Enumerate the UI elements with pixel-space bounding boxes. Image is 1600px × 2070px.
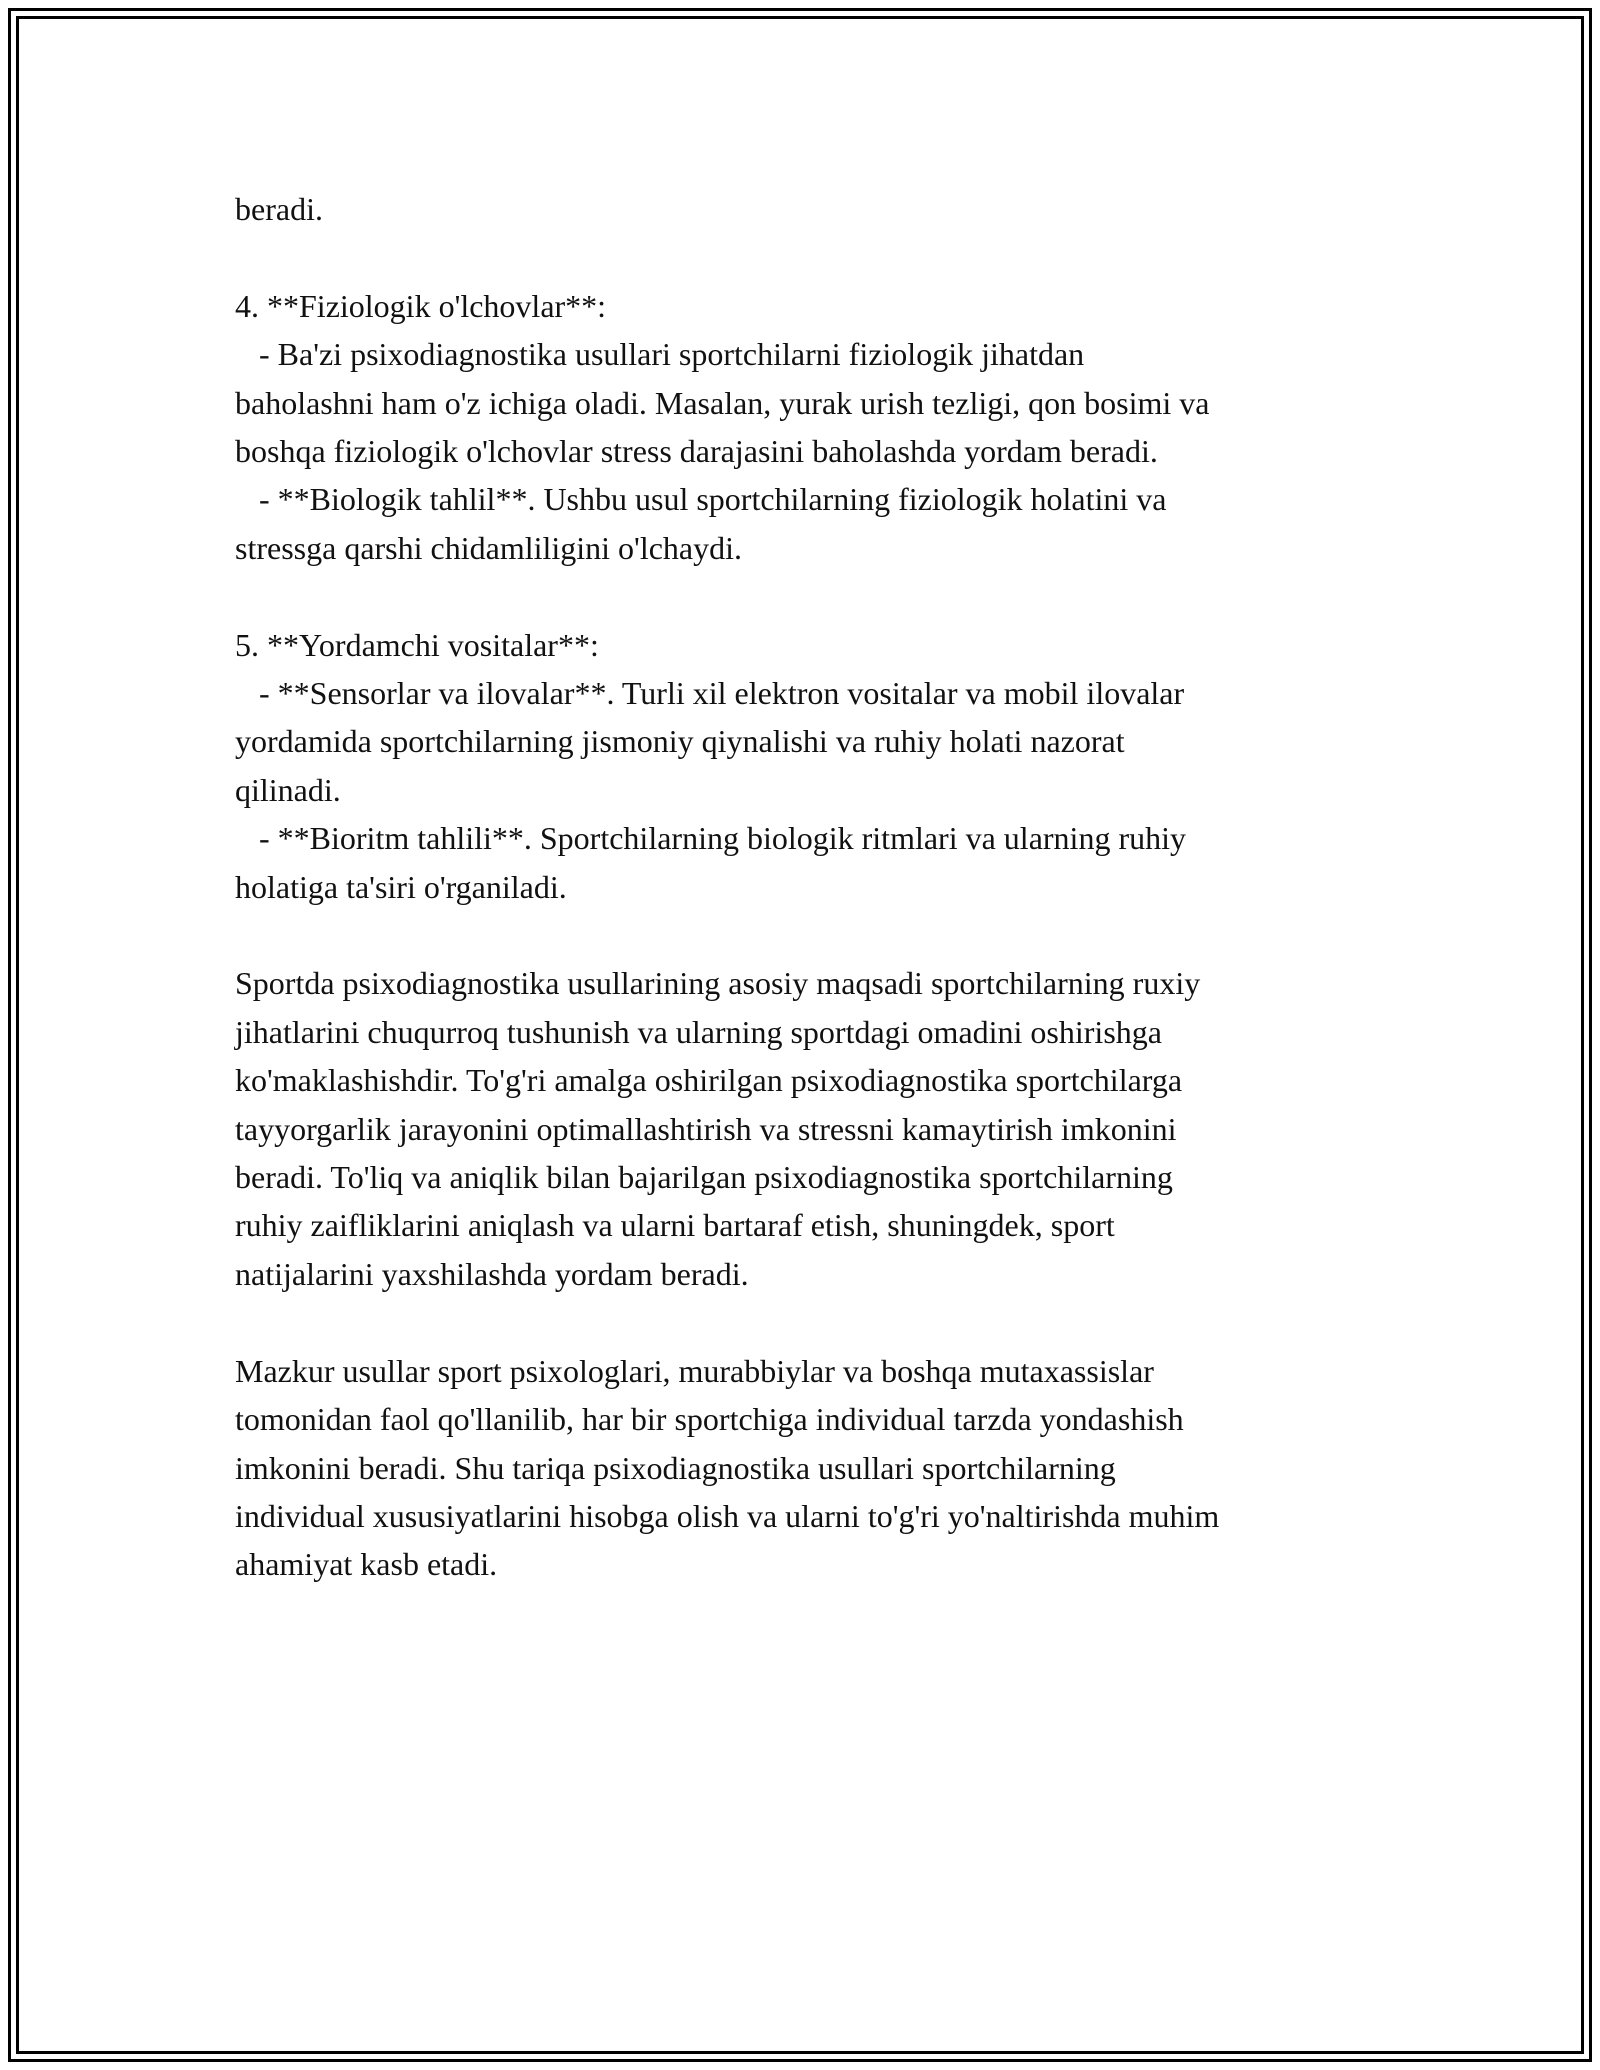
text-line: yordamida sportchilarning jismoniy qiynalishi va ruhiy holati nazorat (235, 723, 1125, 760)
section-heading: 4. **Fiziologik o'lchovlar**: (235, 287, 607, 324)
text-line: ahamiyat kasb etadi. (235, 1546, 498, 1583)
text-line: baholashni ham o'z ichiga oladi. Masalan, yurak urish tezligi, qon bosimi va (235, 384, 1210, 421)
document-body (235, 185, 1395, 1589)
text-line: Mazkur usullar sport psixologlari, murabbiylar va boshqa mutaxassislar (235, 1352, 1154, 1389)
text-line: beradi. (235, 191, 323, 227)
text-line: holatiga ta'siri o'rganiladi. (235, 868, 567, 905)
text-line: beradi. To'liq va aniqlik bilan bajarilgan psixodiagnostika sportchilarning (235, 1159, 1173, 1196)
text-line: jihatlarini chuqurroq tushunish va ularning sportdagi omadini oshirishga (235, 1013, 1162, 1050)
text-line: tayyorgarlik jarayonini optimallashtirish va stressni kamaytirish imkonini (235, 1110, 1177, 1147)
text-line: natijalarini yaxshilashda yordam beradi. (235, 1255, 749, 1292)
text-line: boshqa fiziologik o'lchovlar stress darajasini baholashda yordam beradi. (235, 433, 1158, 470)
text-line: imkonini beradi. Shu tariqa psixodiagnostika usullari sportchilarning (235, 1449, 1116, 1486)
blank-line (235, 233, 1395, 281)
text-line: Sportda psixodiagnostika usullarining asosiy maqsadi sportchilarning ruxiy (235, 965, 1201, 1002)
text-line: tomonidan faol qo'llanilib, har bir sportchiga individual tarzda yondashish (235, 1401, 1184, 1438)
text-line: ruhiy zaifliklarini aniqlash va ularni bartaraf etish, shuningdek, sport (235, 1207, 1115, 1244)
section-heading: 5. **Yordamchi vositalar**: (235, 626, 599, 663)
text-line: stressga qarshi chidamliligini o'lchaydi. (235, 529, 742, 566)
text-line: individual xususiyatlarini hisobga olish va ularni to'g'ri yo'naltirishda muhim (235, 1497, 1220, 1534)
text-line: - **Sensorlar va ilovalar**. Turli xil elektron vositalar va mobil ilovalar (235, 675, 1185, 712)
text-line: qilinadi. (235, 771, 341, 808)
text-line: ko'maklashishdir. To'g'ri amalga oshirilgan psixodiagnostika sportchilarga (235, 1062, 1183, 1099)
text-line: - **Bioritm tahlili**. Sportchilarning biologik ritmlari va ularning ruhiy (235, 820, 1186, 857)
blank-line (235, 572, 1395, 620)
text-line: - **Biologik tahlil**. Ushbu usul sportchilarning fiziologik holatini va (235, 481, 1167, 518)
blank-line (235, 911, 1395, 959)
text-line: - Ba'zi psixodiagnostika usullari sportchilarni fiziologik jihatdan (235, 336, 1085, 373)
blank-line (235, 1298, 1395, 1346)
